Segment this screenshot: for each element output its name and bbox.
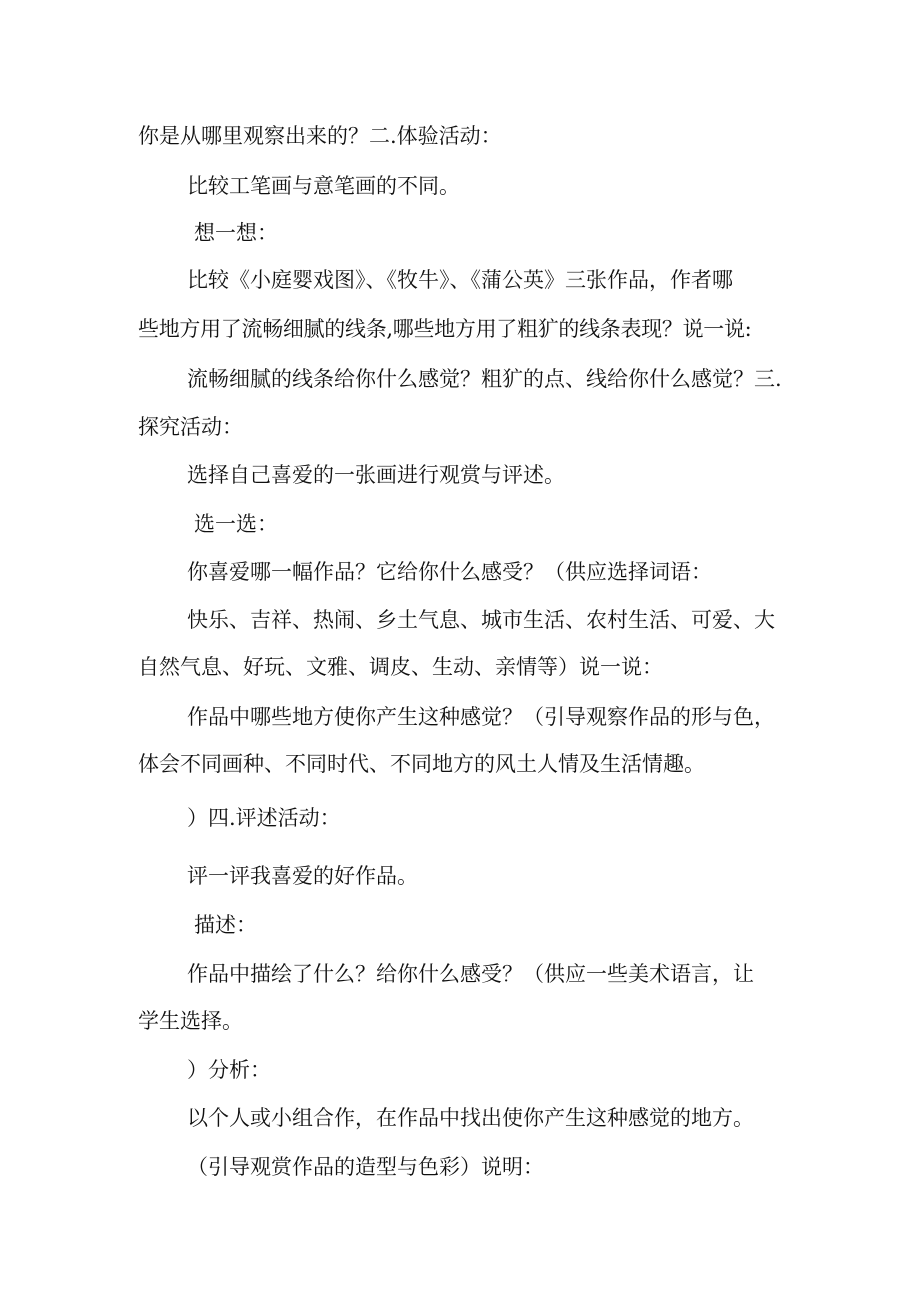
text-line: 评一评我喜爱的好作品。 bbox=[187, 864, 418, 888]
text-line: 探究活动： bbox=[138, 415, 243, 439]
text-line: 比较《小庭婴戏图》、《牧牛》、《蒲公英》三张作品，作者哪 bbox=[187, 268, 733, 292]
text-line: 学生选择。 bbox=[138, 1009, 243, 1033]
text-line: 自然气息、好玩、文雅、调皮、生动、亲情等）说一说： bbox=[138, 655, 663, 679]
text-line: 比较工笔画与意笔画的不同。 bbox=[187, 174, 460, 198]
text-line: ）分析： bbox=[187, 1058, 271, 1082]
text-line: 描述： bbox=[194, 913, 257, 937]
text-line: 以个人或小组合作，在作品中找出使你产生这种感觉的地方。 bbox=[187, 1106, 754, 1130]
text-line: 你喜爱哪一幅作品？它给你什么感受？（供应选择词语： bbox=[187, 560, 712, 584]
text-line: 作品中哪些地方使你产生这种感觉？（引导观察作品的形与色， bbox=[187, 705, 775, 729]
text-line: （引导观赏作品的造型与色彩）说明： bbox=[187, 1155, 544, 1179]
text-line: 想一想： bbox=[194, 221, 278, 245]
text-line: 流畅细腻的线条给你什么感觉？粗犷的点、线给你什么感觉？三. bbox=[187, 367, 782, 391]
text-line: 选择自己喜爱的一张画进行观赏与评述。 bbox=[187, 463, 565, 487]
text-line: 选一选： bbox=[194, 512, 278, 536]
text-line: 体会不同画种、不同时代、不同地方的风土人情及生活情趣。 bbox=[138, 752, 705, 776]
text-line: ）四.评述活动： bbox=[187, 806, 341, 830]
text-line: 些地方用了流畅细腻的线条,哪些地方用了粗犷的线条表现？说一说: bbox=[138, 317, 752, 341]
text-line: 快乐、吉祥、热闹、乡土气息、城市生活、农村生活、可爱、大 bbox=[187, 608, 775, 632]
text-line: 你是从哪里观察出来的？二.体验活动： bbox=[138, 124, 502, 148]
text-line: 作品中描绘了什么？给你什么感受？（供应一些美术语言，让 bbox=[187, 962, 754, 986]
